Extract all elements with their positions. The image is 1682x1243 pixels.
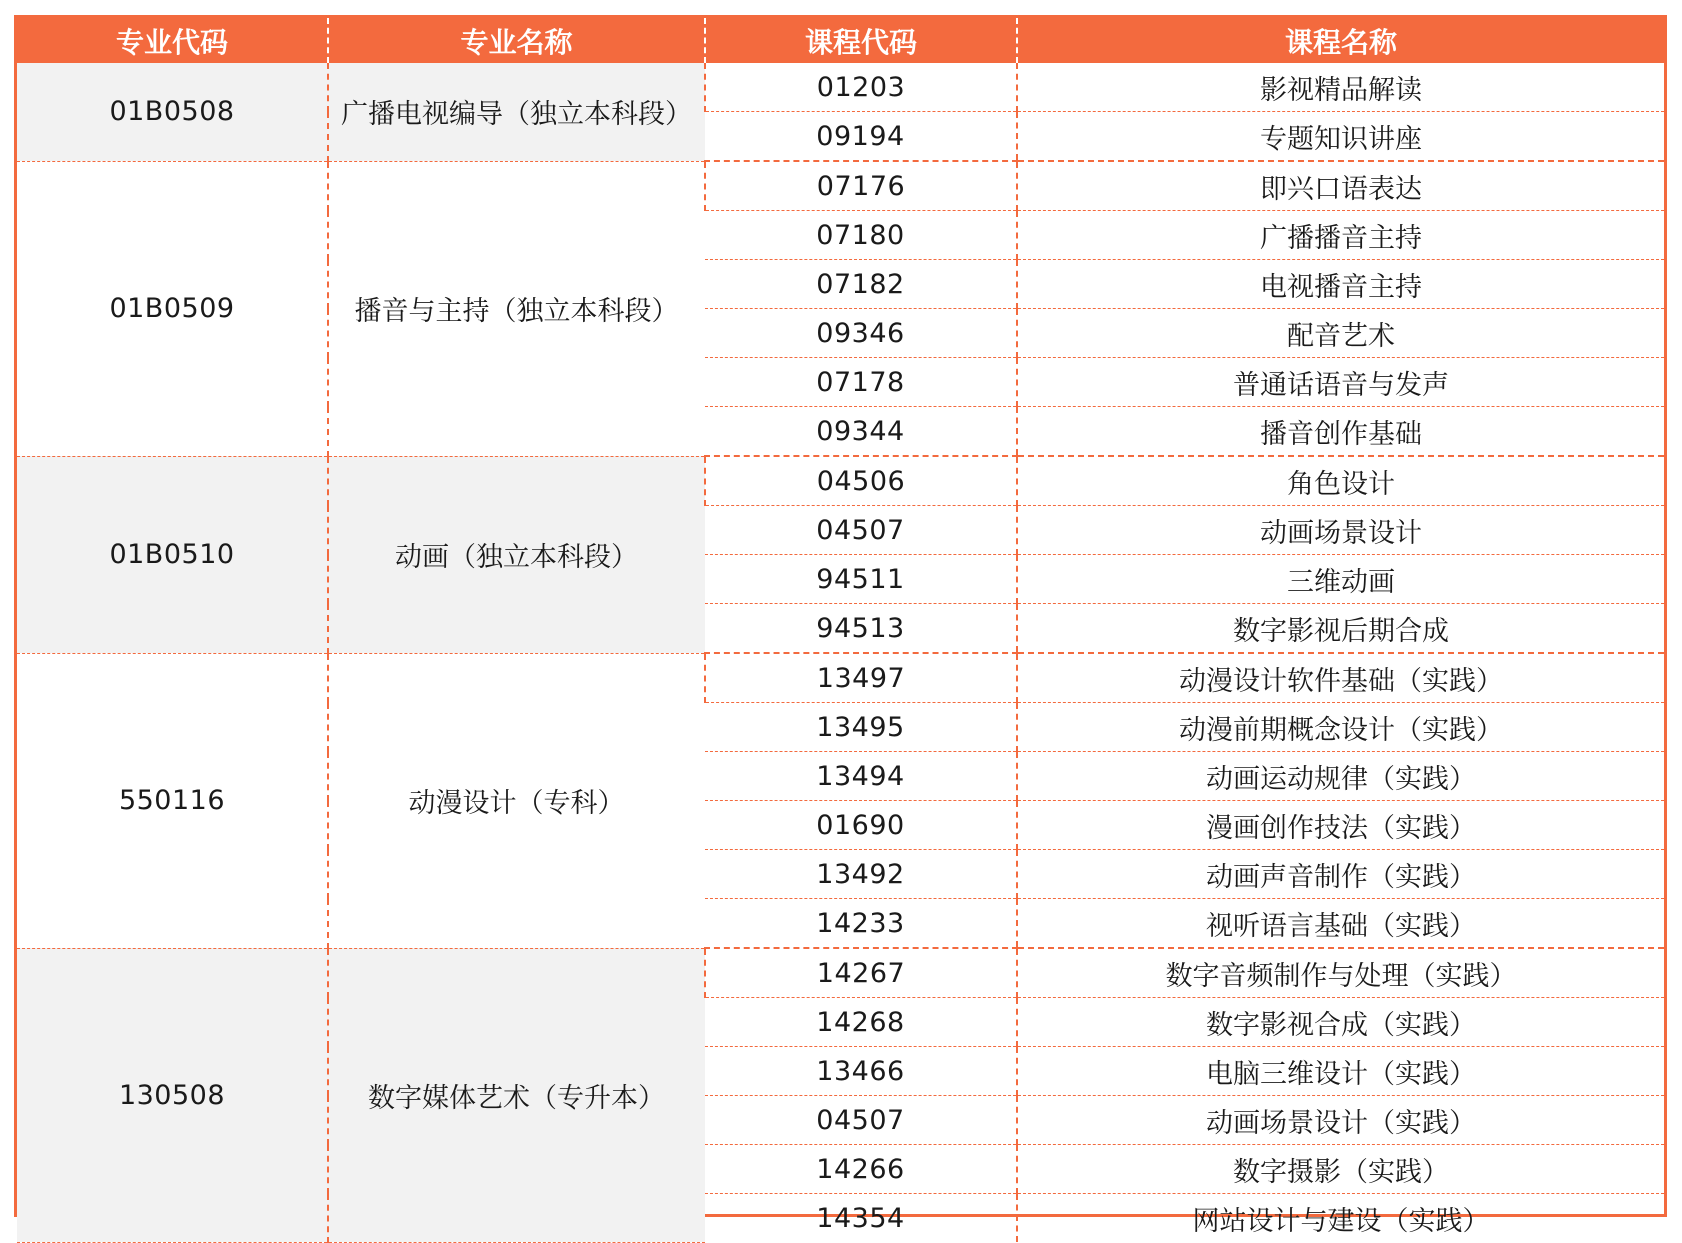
course-table-container (14, 15, 1667, 1237)
course-code-cell: 07176 (705, 161, 1017, 211)
course-code-cell: 04506 (705, 456, 1017, 506)
course-name-cell: 数字音频制作与处理（实践） (1017, 948, 1664, 998)
course-name-cell: 漫画创作技法（实践） (1017, 801, 1664, 850)
major-name-cell: 播音与主持（独立本科段） (328, 161, 705, 456)
course-name-cell: 三维动画 (1017, 555, 1664, 604)
header-major-code: 专业代码 (17, 18, 328, 63)
header-row (17, 18, 1664, 63)
header-course-code: 课程代码 (705, 18, 1017, 63)
course-code-cell: 09346 (705, 309, 1017, 358)
course-code-cell: 13466 (705, 1047, 1017, 1096)
course-code-cell: 13495 (705, 703, 1017, 752)
course-name-cell: 数字影视合成（实践） (1017, 998, 1664, 1047)
course-name-cell: 影视精品解读 (1017, 63, 1664, 112)
major-code-cell: 130508 (17, 948, 328, 1242)
table-row (17, 456, 1664, 506)
course-code-cell: 07180 (705, 211, 1017, 260)
course-code-cell: 07178 (705, 358, 1017, 407)
course-code-cell: 09194 (705, 112, 1017, 162)
course-code-cell: 13494 (705, 752, 1017, 801)
course-name-cell: 动画场景设计（实践） (1017, 1096, 1664, 1145)
course-name-cell: 数字摄影（实践） (1017, 1145, 1664, 1194)
course-name-cell: 普通话语音与发声 (1017, 358, 1664, 407)
course-name-cell: 即兴口语表达 (1017, 161, 1664, 211)
table-row (17, 948, 1664, 998)
course-code-cell: 09344 (705, 407, 1017, 457)
header-major-name: 专业名称 (328, 18, 705, 63)
major-code-cell: 01B0510 (17, 456, 328, 653)
course-code-cell: 04507 (705, 506, 1017, 555)
table-row (17, 161, 1664, 211)
header-course-name: 课程名称 (1017, 18, 1664, 63)
major-name-cell: 数字媒体艺术（专升本） (328, 948, 705, 1242)
course-name-cell: 视听语言基础（实践） (1017, 899, 1664, 949)
course-name-cell: 播音创作基础 (1017, 407, 1664, 457)
course-name-cell: 电脑三维设计（实践） (1017, 1047, 1664, 1096)
course-code-cell: 14266 (705, 1145, 1017, 1194)
course-name-cell: 动漫前期概念设计（实践） (1017, 703, 1664, 752)
course-name-cell: 动画运动规律（实践） (1017, 752, 1664, 801)
major-name-cell: 动画（独立本科段） (328, 456, 705, 653)
table-row (17, 653, 1664, 703)
course-name-cell: 广播播音主持 (1017, 211, 1664, 260)
course-code-cell: 14267 (705, 948, 1017, 998)
course-name-cell: 数字影视后期合成 (1017, 604, 1664, 654)
course-code-cell: 14268 (705, 998, 1017, 1047)
table-header (17, 18, 1664, 63)
table-row (17, 63, 1664, 112)
major-name-cell: 动漫设计（专科） (328, 653, 705, 948)
course-name-cell: 动画场景设计 (1017, 506, 1664, 555)
course-table (17, 18, 1664, 1243)
course-code-cell: 94513 (705, 604, 1017, 654)
major-code-cell: 01B0509 (17, 161, 328, 456)
major-code-cell: 01B0508 (17, 63, 328, 161)
course-code-cell: 94511 (705, 555, 1017, 604)
course-name-cell: 配音艺术 (1017, 309, 1664, 358)
course-code-cell: 01203 (705, 63, 1017, 112)
course-name-cell: 网站设计与建设（实践） (1017, 1194, 1664, 1243)
course-name-cell: 动漫设计软件基础（实践） (1017, 653, 1664, 703)
course-name-cell: 专题知识讲座 (1017, 112, 1664, 162)
course-name-cell: 电视播音主持 (1017, 260, 1664, 309)
course-code-cell: 04507 (705, 1096, 1017, 1145)
course-name-cell: 动画声音制作（实践） (1017, 850, 1664, 899)
course-code-cell: 01690 (705, 801, 1017, 850)
course-code-cell: 14354 (816, 1202, 905, 1234)
course-code-cell: 13492 (705, 850, 1017, 899)
course-code-cell: 07182 (705, 260, 1017, 309)
major-name-cell: 广播电视编导（独立本科段） (328, 63, 705, 161)
course-code-cell: 13497 (705, 653, 1017, 703)
major-code-cell: 550116 (17, 653, 328, 948)
table-body (17, 63, 1664, 1242)
course-code-cell: 14233 (705, 899, 1017, 949)
course-name-cell: 角色设计 (1017, 456, 1664, 506)
